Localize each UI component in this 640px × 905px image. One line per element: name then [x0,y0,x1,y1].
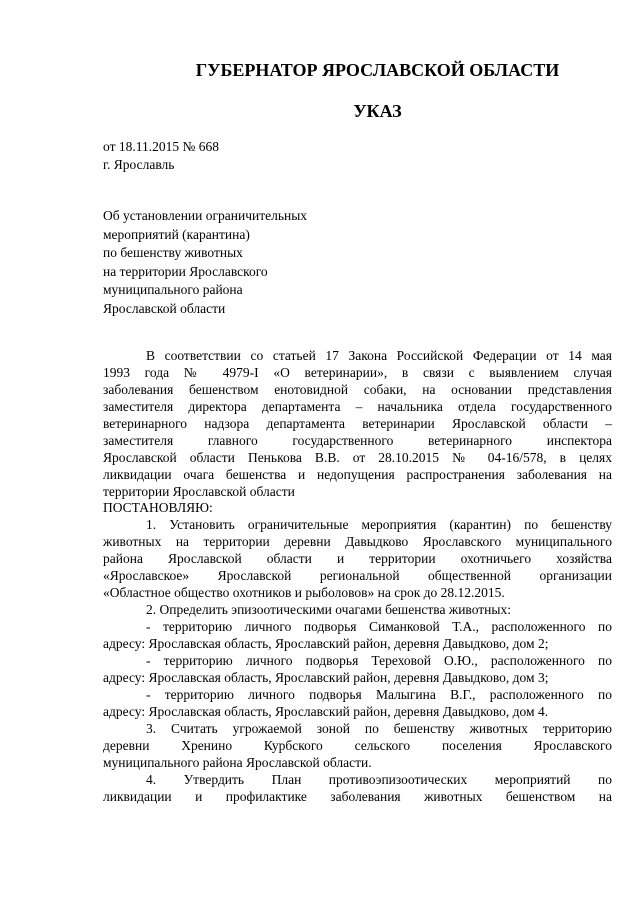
paragraph-line: района Ярославской области и территории охотничьего хозяйства [103,551,612,566]
paragraph-line: - территорию личного подворья Тереховой О.Ю., расположенного по [146,653,612,668]
decree-word [103,499,612,516]
subject-line: Об установлении ограничительных [103,208,308,223]
subject-line: по бешенству животных [103,245,243,260]
paragraph-line: животных на территории деревни Давыдково Ярославского муниципального [103,534,612,549]
paragraph-line: ликвидации очага бешенства и недопущения распространения заболевания на [103,467,612,482]
paragraph-line: адресу: Ярославская область, Ярославский район, деревня Давыдково, дом 3; [103,670,549,685]
date-number-line: от 18.11.2015 № 668 [103,139,219,154]
paragraph-line: 2. Определить эпизоотическими очагами бешенства животных: [146,602,511,617]
clause-1 [103,516,612,601]
paragraph-line: 4. Утвердить План противоэпизоотических мероприятий по [146,772,612,787]
clause-2-subitem-1 [103,618,612,652]
document-type-title: УКАЗ [353,101,402,121]
paragraph-line: заместителя главного государственного ветеринарного инспектора [103,433,612,448]
paragraph-line: В соответствии со статьей 17 Закона Российской Федерации от 14 мая [146,348,612,363]
city-line: г. Ярославль [103,157,175,172]
clause-2-subitem-2 [103,652,612,686]
paragraph-line: 1993 года № 4979-I «О ветеринарии», в связи с выявлением случая [103,365,612,380]
paragraph-line: территории Ярославской области [103,484,295,499]
paragraph-line: ПОСТАНОВЛЯЮ: [103,500,213,515]
clause-2-subitem-3 [103,686,612,720]
issuing-authority-title: ГУБЕРНАТОР ЯРОСЛАВСКОЙ ОБЛАСТИ [195,60,560,80]
clause-3 [103,720,612,771]
paragraph-line: 3. Считать угрожаемой зоной по бешенству животных территорию [146,721,612,736]
paragraph-line: «Областное общество охотников и рыболовов» на срок до 28.12.2015. [103,585,505,600]
paragraph-line: ветеринарного надзора департамента ветеринарии Ярославской области – [103,416,612,431]
paragraph-line: «Ярославское» Ярославской региональной общественной организации [103,568,612,583]
paragraph-line: - территорию личного подворья Малыгина В.Г., расположенного по [146,687,612,702]
paragraph-line: - территорию личного подворья Симанковой Т.А., расположенного по [146,619,612,634]
paragraph-line: деревни Хренино Курбского сельского поселения Ярославского [103,738,612,753]
preamble-paragraph [103,347,612,500]
paragraph-line: заместителя директора департамента – начальника отдела государственного [103,399,612,414]
subject-line: Ярославской области [103,300,226,316]
paragraph-line: Ярославской области Пенькова В.В. от 28.10.2015 № 04-16/578, в целях [103,450,612,465]
paragraph-line: адресу: Ярославская область, Ярославский район, деревня Давыдково, дом 4. [103,704,549,719]
clause-4 [103,771,612,805]
subject-line: на территории Ярославского [103,263,268,279]
paragraph-line: ликвидации и профилактике заболевания животных бешенством на [103,789,612,804]
paragraph-line: 1. Установить ограничительные мероприятия (карантин) по бешенству [146,517,612,532]
paragraph-line: муниципального района Ярославской области. [103,755,372,770]
paragraph-line: заболевания бешенством енотовидной собаки, на основании представления [103,382,612,397]
document-subject [103,207,403,318]
subject-line: мероприятий (карантина) [103,226,250,242]
paragraph-line: адресу: Ярославская область, Ярославский район, деревня Давыдково, дом 2; [103,636,549,651]
subject-line: муниципального района [103,282,243,297]
clause-2 [103,601,612,618]
